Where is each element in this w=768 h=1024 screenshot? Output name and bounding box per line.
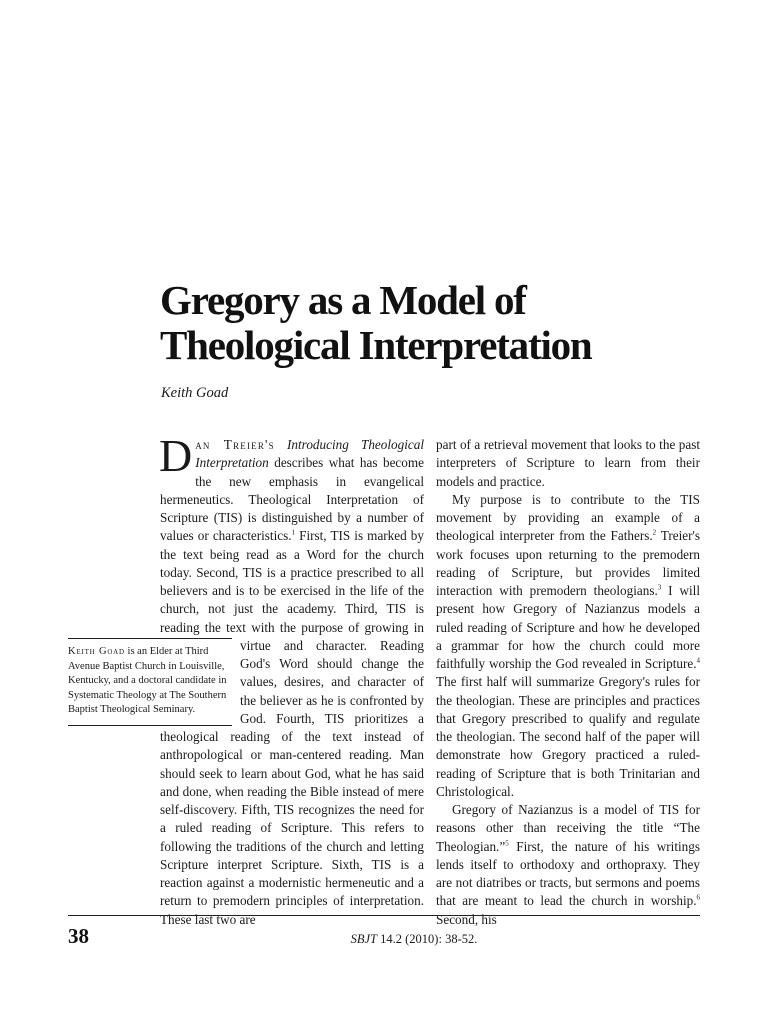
right-paragraph-2 bbox=[436, 801, 700, 929]
right-text-0: part of a retrieval movement that looks to the past interpreters of Scripture to learn from their models and practice. bbox=[436, 437, 700, 489]
right-column bbox=[436, 436, 700, 929]
article-title-line-1: Gregory as a Model of bbox=[160, 277, 526, 323]
author-bio-box bbox=[68, 638, 232, 726]
journal-name: SBJT bbox=[350, 932, 378, 946]
book-title: Introducing Theological Interpretation bbox=[195, 437, 425, 471]
right-text-1d: The first half will summarize Gregory's rules for the theologian. These are principles and practices that Gregory prescribed to qualify and regulate the theologian. The second half of the paper will demonstrate how Gregory practiced a ruled-reading of Scripture that is both Trinitarian and Christological. bbox=[436, 674, 700, 799]
footnote-ref-5: 5 bbox=[505, 839, 509, 848]
article-title bbox=[160, 278, 720, 368]
author-name: Keith Goad bbox=[161, 385, 229, 401]
right-text-1b: Treier's work focuses upon returning to the premodern reading of Scripture, but provides limited interaction with premodern theologians. bbox=[436, 528, 700, 598]
article-title-line-2: Theological Interpretation bbox=[160, 322, 592, 368]
footnote-ref-1: 1 bbox=[291, 528, 296, 537]
footnote-ref-2: 2 bbox=[652, 528, 657, 537]
right-text-1a: My purpose is to contribute to the TIS movement by providing an example of a theological interpreter from the Fathers. bbox=[436, 491, 700, 544]
footnote-ref-3: 3 bbox=[657, 583, 662, 592]
footer-rule bbox=[68, 915, 700, 916]
bio-text: is an Elder at Third Avenue Baptist Church in Louisville, Kentucky, and a doctoral candidate in Systematic Theology at The Southern Baptist Theological Seminary. bbox=[68, 646, 227, 715]
right-paragraph-1 bbox=[436, 491, 700, 801]
right-paragraph-0 bbox=[436, 436, 700, 491]
page-number: 38 bbox=[68, 924, 89, 948]
citation-text: 14.2 (2010): 38-52. bbox=[377, 932, 478, 946]
right-text-1c: I will present how Gregory of Nazianzus models a ruled reading of Scripture and how he developed a grammar for how the church could more faithfully worship the God revealed in Scripture. bbox=[436, 583, 700, 671]
left-text-b: First, TIS is marked by the text being read as a Word for the church today. Second, TIS is a practice prescribed to all believers and is to be exercised in the life of the church, not just the academy. Third, TIS is reading the text with the purpose of growing in virtue and character. Reading God's Word should change the values, desires, and character of the believer as he is confronted by God. Fourth, TIS prioritizes a theological reading of the text instead of anthropological or man-centered reading. Man should seek to learn about God, what he has said and done, when reading the Bible instead of mere self-discovery. Fifth, TIS recognizes the need for a ruled reading of Scripture. This refers to following the traditions of the church and letting Scripture interpret Scripture. Sixth, TIS is a reaction against a modernistic hermeneutic and a return to premodern principles of interpretation. These last two are bbox=[160, 528, 424, 927]
journal-citation bbox=[0, 932, 768, 947]
drop-cap: D bbox=[159, 430, 193, 481]
right-text-2a: Gregory of Nazianzus is a model of TIS for reasons other than receiving the title “The Theologian.” bbox=[436, 802, 700, 854]
footnote-ref-6: 6 bbox=[696, 893, 700, 902]
left-text-a: describes what has become the new emphasis in evangelical hermeneutics. Theological Interpretation of Scripture (TIS) is distinguished by a number of values or characteristics. bbox=[160, 455, 424, 544]
bio-author-name: Keith Goad bbox=[68, 646, 125, 657]
footnote-ref-4: 4 bbox=[696, 656, 700, 665]
right-text-2c: Second, his bbox=[436, 911, 497, 927]
opening-smallcaps: an Treier's bbox=[195, 437, 275, 452]
right-text-2b: First, the nature of his writings lends itself to orthodoxy and orthopraxy. They are not diatribes or tracts, but sermons and poems that are meant to lead the church in worship. bbox=[436, 838, 700, 909]
